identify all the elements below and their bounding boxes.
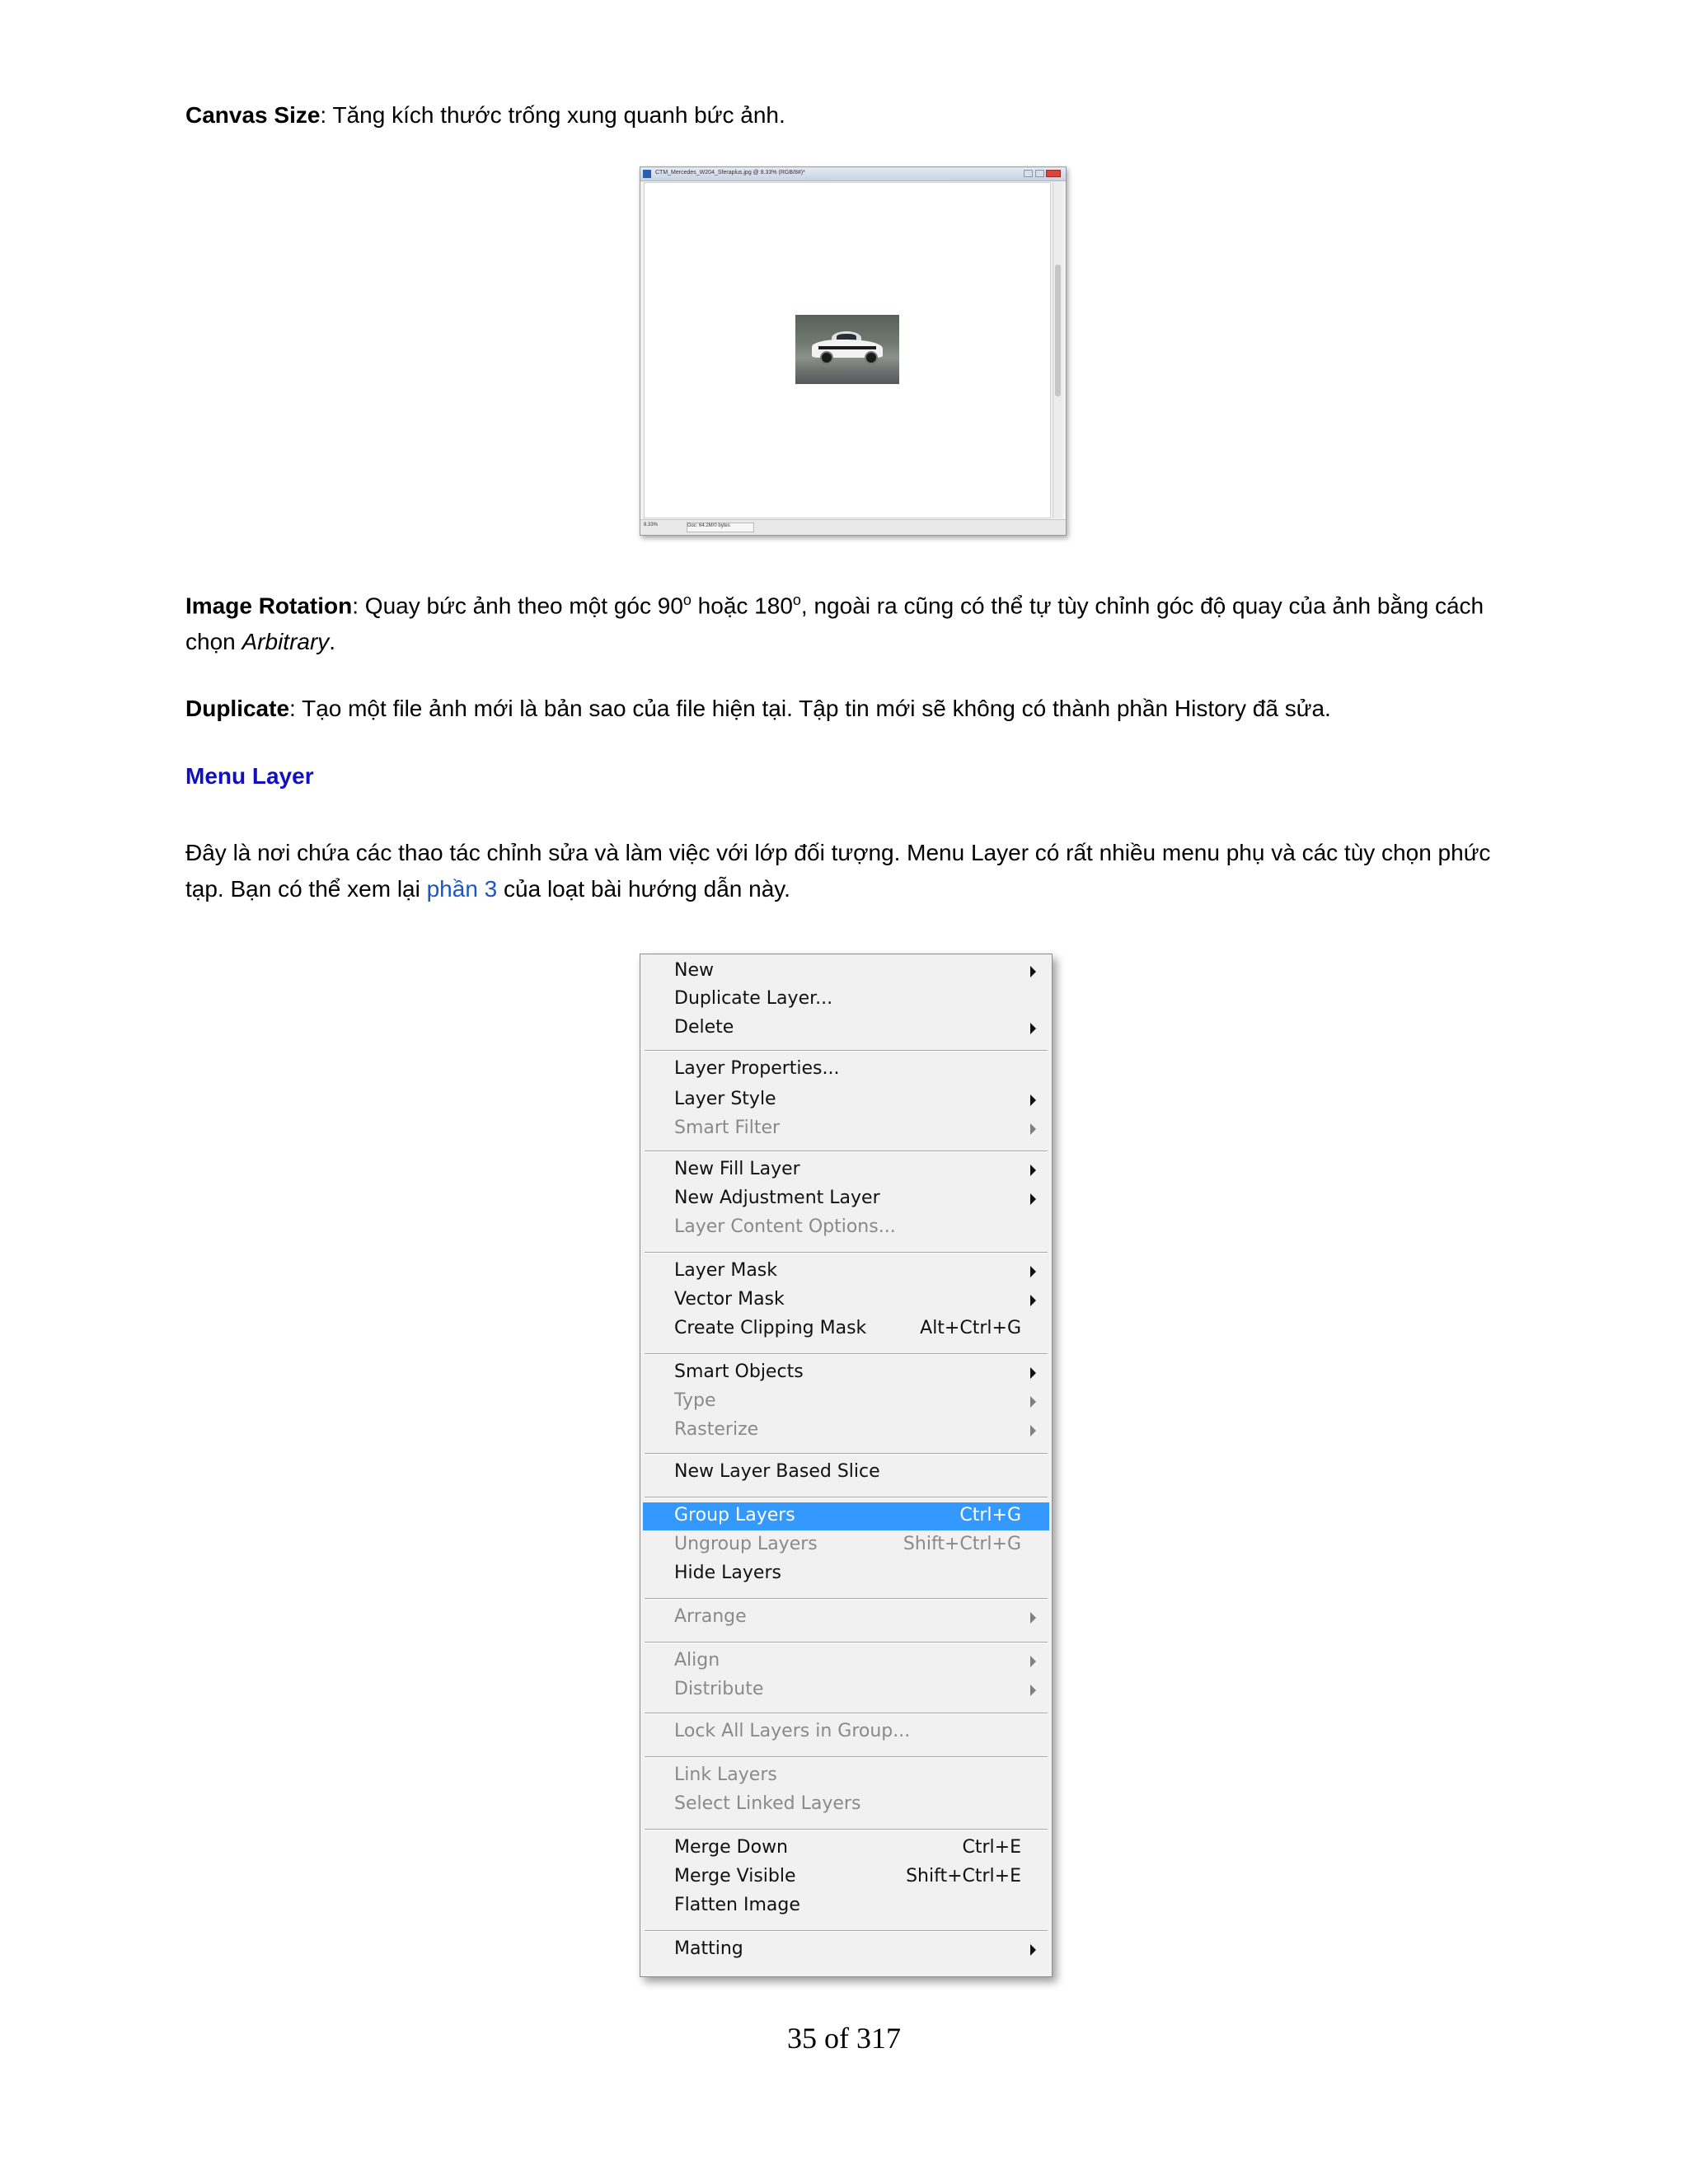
menu-separator <box>645 1353 1048 1355</box>
menu-item-merge-visible[interactable] <box>643 1863 1049 1891</box>
menu-item-label: Lock All Layers in Group... <box>674 1721 911 1741</box>
menu-item-label: Merge Visible <box>674 1866 796 1886</box>
menu-item-layer-content-options[interactable] <box>643 1214 1049 1242</box>
submenu-arrow-icon <box>1030 1944 1036 1956</box>
menu-item-label: Align <box>674 1650 720 1671</box>
window-titlebar <box>640 167 1066 181</box>
menu-item-lock-all-layers[interactable] <box>643 1718 1049 1746</box>
degree-superscript-1: o <box>682 592 692 608</box>
paragraph-layer-intro <box>185 835 1521 907</box>
menu-separator <box>645 1756 1048 1758</box>
menu-item-new-layer-based-slice[interactable] <box>643 1459 1049 1487</box>
menu-item-label: Smart Objects <box>674 1361 804 1382</box>
menu-item-label: Hide Layers <box>674 1563 781 1583</box>
car-front-wheel <box>820 351 833 364</box>
menu-item-label: Arrange <box>674 1606 747 1627</box>
canvas-area <box>644 182 1051 518</box>
paragraph-image-rotation <box>185 582 1521 660</box>
menu-item-label: Rasterize <box>674 1419 759 1440</box>
submenu-arrow-icon <box>1030 1193 1036 1205</box>
close-icon[interactable] <box>1046 170 1061 177</box>
submenu-arrow-icon <box>1030 1425 1036 1436</box>
submenu-arrow-icon <box>1030 1094 1036 1106</box>
minimize-icon[interactable] <box>1024 170 1033 177</box>
menu-item-smart-filter[interactable] <box>643 1115 1049 1143</box>
menu-item-hide-layers[interactable] <box>643 1560 1049 1588</box>
term-canvas-size: Canvas Size <box>185 102 321 128</box>
menu-separator <box>645 1598 1048 1600</box>
canvas-size-screenshot <box>640 166 1067 536</box>
app-icon <box>643 170 651 178</box>
menu-item-shortcut: Shift+Ctrl+E <box>906 1866 1021 1886</box>
menu-item-shortcut: Ctrl+E <box>962 1837 1021 1858</box>
menu-separator <box>645 1050 1048 1052</box>
submenu-arrow-icon <box>1030 1295 1036 1306</box>
menu-separator <box>645 1829 1048 1830</box>
paragraph-canvas-size <box>185 97 1521 134</box>
status-bar <box>640 519 1066 535</box>
menu-item-label: New Fill Layer <box>674 1159 800 1179</box>
menu-item-shortcut: Alt+Ctrl+G <box>920 1318 1021 1338</box>
submenu-arrow-icon <box>1030 1023 1036 1034</box>
part-3-link[interactable]: phần 3 <box>426 876 498 902</box>
menu-item-flatten-image[interactable] <box>643 1892 1049 1920</box>
menu-item-label: Select Linked Layers <box>674 1793 861 1814</box>
menu-item-label: Duplicate Layer... <box>674 988 833 1009</box>
menu-item-rasterize[interactable] <box>643 1417 1049 1445</box>
submenu-arrow-icon <box>1030 1367 1036 1379</box>
menu-item-duplicate-layer[interactable] <box>643 986 1049 1014</box>
zoom-level[interactable]: 8.33% <box>644 523 659 527</box>
submenu-arrow-icon <box>1030 1612 1036 1624</box>
car-photo <box>795 315 899 384</box>
scrollbar-thumb[interactable] <box>1055 265 1061 396</box>
window-title: CTM_Mercedes_W204_Sferaplus.jpg @ 8.33% (RGB/8#)* <box>655 170 805 176</box>
menu-separator <box>645 1252 1048 1254</box>
menu-item-smart-objects[interactable] <box>643 1359 1049 1387</box>
menu-item-label: Distribute <box>674 1679 764 1699</box>
menu-separator <box>645 1713 1048 1714</box>
menu-item-distribute[interactable] <box>643 1676 1049 1704</box>
rotation-text-4: . <box>329 629 336 655</box>
menu-item-link-layers[interactable] <box>643 1762 1049 1790</box>
menu-item-shortcut: Ctrl+G <box>959 1505 1021 1526</box>
rotation-text-2: hoặc 180 <box>691 593 793 619</box>
submenu-arrow-icon <box>1030 1656 1036 1667</box>
menu-item-group-layers[interactable] <box>643 1502 1049 1530</box>
submenu-arrow-icon <box>1030 1123 1036 1135</box>
menu-item-label: Group Layers <box>674 1505 795 1526</box>
menu-separator <box>645 1930 1048 1932</box>
degree-superscript-2: o <box>792 592 801 608</box>
menu-item-delete[interactable] <box>643 1015 1049 1043</box>
duplicate-description: : Tạo một file ảnh mới là bản sao của file hiện tại. Tập tin mới sẽ không có thành phần History đã sửa. <box>289 696 1331 721</box>
menu-layer-heading: Menu Layer <box>185 763 314 789</box>
term-image-rotation: Image Rotation <box>185 593 353 619</box>
rotation-text-3: , ngoài ra cũng có thể tự tùy chỉnh góc độ quay của ảnh bằng cách chọn <box>185 593 1484 655</box>
menu-item-label: Layer Content Options... <box>674 1216 896 1237</box>
menu-item-vector-mask[interactable] <box>643 1286 1049 1315</box>
car-stripe <box>818 346 876 349</box>
menu-item-layer-style[interactable] <box>643 1086 1049 1114</box>
menu-separator <box>645 1497 1048 1498</box>
menu-separator <box>645 1453 1048 1455</box>
vertical-scrollbar[interactable] <box>1053 182 1062 518</box>
menu-item-new[interactable] <box>643 958 1049 986</box>
menu-item-label: Flatten Image <box>674 1895 800 1915</box>
menu-item-ungroup-layers[interactable] <box>643 1531 1049 1559</box>
menu-item-label: New Layer Based Slice <box>674 1461 880 1482</box>
menu-item-merge-down[interactable] <box>643 1835 1049 1863</box>
menu-item-arrange[interactable] <box>643 1604 1049 1632</box>
rotation-text-1: : Quay bức ảnh theo một góc 90 <box>352 593 683 619</box>
menu-item-label: New <box>674 960 714 981</box>
menu-item-layer-properties[interactable] <box>643 1056 1049 1084</box>
menu-item-label: Smart Filter <box>674 1118 781 1138</box>
menu-item-label: Layer Style <box>674 1089 776 1109</box>
canvas-size-description: : Tăng kích thước trống xung quanh bức ảnh. <box>320 102 785 128</box>
submenu-arrow-icon <box>1030 1685 1036 1696</box>
menu-item-label: Layer Properties... <box>674 1058 840 1079</box>
submenu-arrow-icon <box>1030 1396 1036 1408</box>
doc-info[interactable]: Doc: 64.2M/0 bytes <box>687 523 754 532</box>
layer-intro-text-1: Đây là nơi chứa các thao tác chỉnh sửa và làm việc với lớp đối tượng. Menu Layer có rất nhiều menu phụ và các tùy chọn phức tạp. Bạn có thể xem lại <box>185 840 1491 902</box>
menu-item-matting[interactable] <box>643 1936 1049 1964</box>
paragraph-duplicate <box>185 691 1521 727</box>
menu-item-label: Link Layers <box>674 1765 777 1785</box>
page-number: 35 of 317 <box>787 2022 901 2055</box>
menu-item-label: Type <box>674 1390 716 1411</box>
term-duplicate: Duplicate <box>185 696 290 721</box>
submenu-arrow-icon <box>1030 966 1036 977</box>
menu-item-label: Delete <box>674 1017 734 1038</box>
menu-item-create-clipping-mask[interactable] <box>643 1315 1049 1343</box>
menu-item-label: Layer Mask <box>674 1260 777 1281</box>
menu-item-label: Ungroup Layers <box>674 1534 818 1554</box>
rotation-arbitrary: Arbitrary <box>241 629 330 655</box>
menu-item-label: Vector Mask <box>674 1289 785 1310</box>
submenu-arrow-icon <box>1030 1165 1036 1176</box>
car-rear-wheel <box>865 351 878 364</box>
maximize-icon[interactable] <box>1035 170 1044 177</box>
submenu-arrow-icon <box>1030 1266 1036 1277</box>
menu-item-label: Matting <box>674 1938 743 1959</box>
menu-item-layer-mask[interactable] <box>643 1258 1049 1286</box>
menu-item-label: Create Clipping Mask <box>674 1318 867 1338</box>
menu-item-select-linked-layers[interactable] <box>643 1791 1049 1819</box>
menu-item-new-fill-layer[interactable] <box>643 1156 1049 1184</box>
menu-item-label: Merge Down <box>674 1837 789 1858</box>
layer-menu <box>640 954 1053 1977</box>
menu-separator <box>645 1642 1048 1643</box>
menu-item-align[interactable] <box>643 1647 1049 1675</box>
layer-intro-text-2: của loạt bài hướng dẫn này. <box>497 876 790 902</box>
menu-item-shortcut: Shift+Ctrl+G <box>903 1534 1021 1554</box>
menu-item-new-adjustment-layer[interactable] <box>643 1185 1049 1213</box>
menu-separator <box>645 1151 1048 1152</box>
menu-item-label: New Adjustment Layer <box>674 1188 880 1208</box>
menu-item-type[interactable] <box>643 1388 1049 1416</box>
